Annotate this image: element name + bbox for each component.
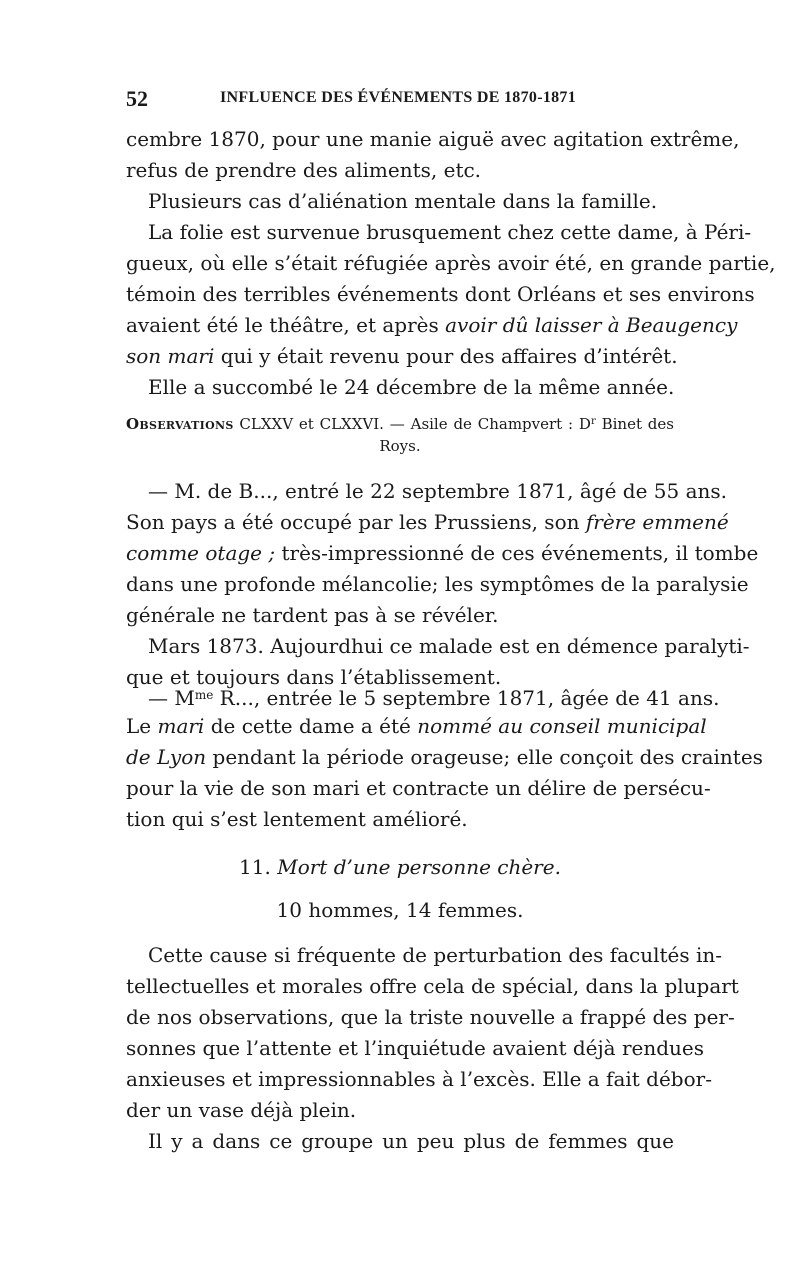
text-line: tellectuelles et morales offre cela de spécial, dans la plupart xyxy=(126,974,739,998)
italic-span: avoir dû laisser à Beaugency xyxy=(445,313,738,337)
text-line: de nos observations, que la triste nouvelle a frappé des per- xyxy=(126,1005,735,1029)
section-title-text: Mort d’une personne chère. xyxy=(277,855,561,879)
text-line: Cette cause si fréquente de perturbation des facultés in- xyxy=(148,943,723,967)
section-number: 11. xyxy=(239,855,278,879)
italic-span: comme otage ; xyxy=(126,541,276,565)
text-line xyxy=(126,742,763,773)
text-line: gueux, où elle s’était réfugiée après avoir été, en grande partie, xyxy=(126,251,776,275)
section-title xyxy=(126,850,674,884)
text-line xyxy=(126,310,738,341)
text-span: de cette dame a été xyxy=(204,714,418,738)
text-line: témoin des terribles événements dont Orléans et ses environs xyxy=(126,282,755,306)
text-span: Binet des xyxy=(595,415,674,433)
counts-line: 10 hommes, 14 femmes. xyxy=(276,898,524,922)
text-line: Mars 1873. Aujourdhui ce malade est en démence paralyti- xyxy=(148,634,750,658)
text-line: refus de prendre des aliments, etc. xyxy=(126,158,482,182)
page-number: 52 xyxy=(126,86,148,111)
text-span: très-impressionné de ces événements, il tombe xyxy=(275,541,759,565)
text-line: dans une profonde mélancolie; les symptômes de la paralysie xyxy=(126,572,749,596)
text-line: Elle a succombé le 24 décembre de la même année. xyxy=(148,375,675,399)
text-span: CLXXV et CLXXVI. — Asile de Champvert : D xyxy=(233,415,591,433)
text-line: générale ne tardent pas à se révéler. xyxy=(126,603,499,627)
observations-heading xyxy=(126,410,674,458)
observations-label: Observations xyxy=(126,415,234,433)
text-line xyxy=(126,680,720,711)
italic-span: son mari xyxy=(126,344,215,368)
paragraph-discussion xyxy=(126,940,739,1157)
section-heading xyxy=(126,850,674,884)
text-line xyxy=(126,341,678,372)
text-span: Son pays a été occupé par les Prussiens, son xyxy=(126,510,586,534)
text-line xyxy=(126,538,759,569)
text-line: pour la vie de son mari et contracte un délire de persécu- xyxy=(126,776,711,800)
text-line: Plusieurs cas d’aliénation mentale dans la famille. xyxy=(148,189,658,213)
text-line xyxy=(126,507,729,538)
text-span: Le xyxy=(126,714,158,738)
text-line: — M. de B..., entré le 22 septembre 1871, âgé de 55 ans. xyxy=(148,479,727,503)
paragraph-case-end xyxy=(126,124,776,403)
text-span: — M xyxy=(148,686,195,710)
text-line: cembre 1870, pour une manie aiguë avec agitation extrême, xyxy=(126,127,740,151)
observations-line xyxy=(126,410,674,434)
case-mdeb xyxy=(126,476,759,693)
text-line: sonnes que l’attente et l’inquiétude avaient déjà rendues xyxy=(126,1036,705,1060)
text-span: pendant la période orageuse; elle conçoit des craintes xyxy=(206,745,763,769)
text-line: anxieuses et impressionnables à l’excès. Elle a fait débor- xyxy=(126,1067,712,1091)
running-title: INFLUENCE DES ÉVÉNEMENTS DE 1870-1871 xyxy=(220,89,577,106)
observations-line: Roys. xyxy=(379,437,421,455)
text-span: avaient été le théâtre, et après xyxy=(126,313,446,337)
text-line: tion qui s’est lentement amélioré. xyxy=(126,807,468,831)
italic-span: frère emmené xyxy=(585,510,729,534)
italic-span: de Lyon xyxy=(126,745,207,769)
text-line xyxy=(126,711,707,742)
text-span: R..., entrée le 5 septembre 1871, âgée de 41 ans. xyxy=(213,686,720,710)
section-counts xyxy=(126,893,674,927)
text-line: Il y a dans ce groupe un peu plus de femmes que xyxy=(148,1129,674,1153)
text-line: que et toujours dans l’établissement. xyxy=(126,665,502,689)
text-line: La folie est survenue brusquement chez cette dame, à Péri- xyxy=(148,220,752,244)
italic-span: nommé au conseil municipal xyxy=(417,714,707,738)
superscript: r xyxy=(590,416,596,427)
text-line: der un vase déjà plein. xyxy=(126,1098,357,1122)
superscript: me xyxy=(194,688,214,702)
case-mmer xyxy=(126,680,763,835)
text-span: qui y était revenu pour des affaires d’intérêt. xyxy=(214,344,678,368)
page-header xyxy=(126,86,686,116)
italic-span: mari xyxy=(157,714,205,738)
